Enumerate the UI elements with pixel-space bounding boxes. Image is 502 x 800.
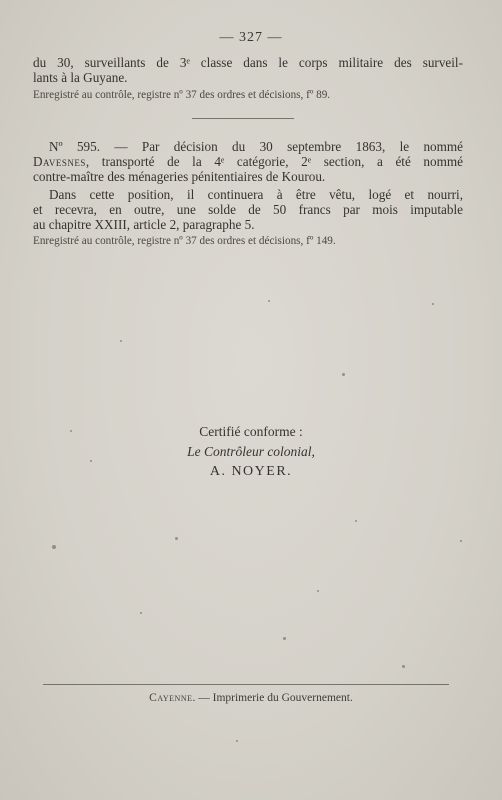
page-number: — 327 — bbox=[219, 30, 283, 45]
entry-line: du 30, surveillants de 3ᵉ classe dans le corps militaire des surveil- bbox=[33, 55, 463, 70]
footer-divider bbox=[43, 684, 449, 685]
paper-speck bbox=[283, 637, 286, 640]
decision-line bbox=[33, 154, 463, 169]
decision-text: , transporté de la 4ᵉ catégorie, 2ᵉ section, a été nommé bbox=[85, 154, 463, 169]
certification-heading: Certifié conforme : bbox=[199, 424, 303, 439]
printer-imprint bbox=[0, 692, 502, 704]
paper-speck bbox=[52, 545, 56, 549]
paper-speck bbox=[236, 740, 238, 742]
decision-line bbox=[33, 139, 463, 154]
signatory-name: A. NOYER. bbox=[209, 464, 293, 479]
paper-speck bbox=[460, 540, 462, 542]
paper-speck bbox=[355, 520, 357, 522]
paper-speck bbox=[120, 340, 122, 342]
registry-note: Enregistré au contrôle, registre nº 37 des ordres et décisions, fº 89. bbox=[33, 89, 331, 101]
decision-line: Dans cette position, il continuera à être vêtu, logé et nourri, bbox=[49, 187, 463, 202]
imprint-place: Cayenne bbox=[149, 692, 193, 704]
decision-line: et recevra, en outre, une solde de 50 francs par mois imputable bbox=[33, 202, 463, 217]
decision-entry bbox=[33, 139, 463, 248]
paper-speck bbox=[268, 300, 270, 302]
paper-speck bbox=[175, 537, 178, 540]
imprint-text: . — Imprimerie du Gouvernement. bbox=[192, 692, 353, 704]
paper-speck bbox=[140, 612, 142, 614]
decision-line: au chapitre XXIII, article 2, paragraphe 5. bbox=[33, 217, 255, 232]
paper-speck bbox=[90, 460, 92, 462]
paper-speck bbox=[342, 373, 345, 376]
entry-line: lants à la Guyane. bbox=[33, 70, 128, 85]
paper-speck bbox=[402, 665, 405, 668]
decision-number: Nº 595. bbox=[49, 139, 101, 154]
continued-entry bbox=[33, 55, 463, 102]
decision-text: — Par décision du 30 septembre 1863, le nommé bbox=[114, 139, 463, 154]
convict-name: Davesnes bbox=[33, 154, 86, 169]
paper-speck bbox=[317, 590, 319, 592]
registry-note: Enregistré au contrôle, registre nº 37 des ordres et décisions, fº 149. bbox=[33, 235, 336, 247]
certification-role: Le Contrôleur colonial, bbox=[187, 444, 315, 459]
decision-line: contre-maître des ménageries pénitentiaires de Kourou. bbox=[33, 169, 326, 184]
section-divider bbox=[192, 118, 294, 119]
paper-speck bbox=[432, 303, 434, 305]
